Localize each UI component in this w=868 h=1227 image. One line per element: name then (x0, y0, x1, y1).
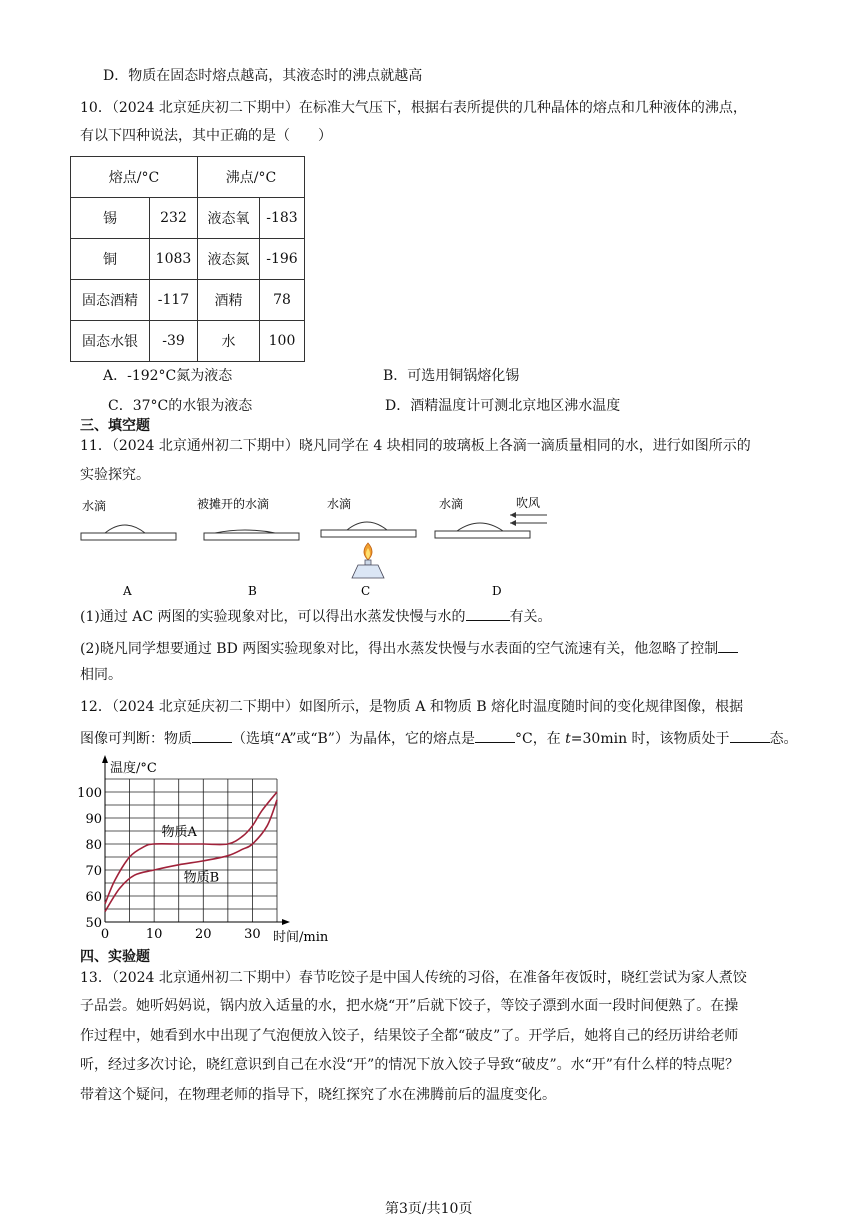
x-axis-label: 时间/min (273, 930, 329, 945)
q13-line: 13．（2024 北京通州初二下期中）春节吃饺子是中国人传统的习俗，在准备年夜饭时，晓红尝试为家人煮饺 (80, 970, 747, 986)
section-title-fill-in: 三、填空题 (80, 418, 150, 434)
table-cell: 铜 (71, 239, 150, 280)
x-tick-label: 20 (195, 927, 212, 942)
glass-plate-c (321, 530, 416, 537)
y-tick-label: 90 (85, 812, 102, 827)
q10-option-c: C．37°C的水银为液态 (108, 398, 253, 414)
table-cell: -117 (150, 280, 198, 321)
y-tick-label: 50 (85, 916, 102, 931)
table-cell: 酒精 (198, 280, 260, 321)
y-axis-arrow (102, 755, 108, 763)
q9-option-d: D．物质在固态时熔点越高，其液态时的沸点就越高 (103, 68, 423, 84)
table-cell: 232 (150, 198, 198, 239)
q13-line: 子品尝。她听妈妈说，锅内放入适量的水，把水烧“开”后就下饺子，等饺子漂到水面一段时间便熟了。在操 (80, 998, 739, 1014)
series-label-b: 物质B (183, 870, 220, 886)
label-b: B (248, 584, 257, 598)
table-row (71, 198, 305, 239)
alcohol-lamp-icon (352, 543, 384, 578)
section-title-experiment: 四、实验题 (80, 949, 150, 965)
y-axis-label: 温度/°C (110, 761, 157, 776)
q10-option-b: B．可选用铜锅熔化锡 (383, 368, 520, 384)
table-header-melting-point: 熔点/°C (71, 157, 198, 198)
answer-blank[interactable] (718, 638, 738, 653)
q13-line: 带着这个疑问，在物理老师的指导下，晓红探究了水在沸腾前后的温度变化。 (80, 1087, 556, 1103)
q12-text: 态。 (769, 731, 798, 747)
answer-blank[interactable] (475, 728, 515, 743)
y-tick-label: 60 (85, 890, 102, 905)
table-cell: -39 (150, 321, 198, 362)
table-cell: -183 (260, 198, 305, 239)
x-axis-arrow (282, 919, 290, 925)
answer-blank[interactable] (192, 728, 232, 743)
label-water-drop-c: 水滴 (327, 497, 352, 511)
table-cell: 水 (198, 321, 260, 362)
water-drop-a (105, 525, 145, 533)
water-drop-c (347, 522, 387, 530)
table-cell: 液态氮 (198, 239, 260, 280)
table-header-boiling-point: 沸点/°C (198, 157, 305, 198)
q11-sub1-prefix: (1)通过 AC 两图的实验现象对比，可以得出水蒸发快慢与水的 (80, 609, 466, 625)
series-label-a: 物质A (161, 825, 197, 841)
label-c: C (361, 584, 371, 598)
q12-text: 图像可判断：物质 (80, 731, 192, 747)
y-tick-label: 80 (85, 838, 102, 853)
q11-sub1 (80, 606, 552, 627)
answer-blank[interactable] (466, 606, 510, 621)
q11-sub2-text: (2)晓凡同学想要通过 BD 两图实验现象对比，得出水蒸发快慢与水表面的空气流速有关，他忽略了控制 (80, 641, 719, 657)
melting-boiling-table (70, 156, 305, 362)
q12-stem-line2 (80, 728, 798, 749)
wind-arrows-icon (510, 512, 547, 526)
page-footer: 第3页/共10页 (385, 1201, 473, 1217)
table-cell: 固态酒精 (71, 280, 150, 321)
q12-text: =30min 时，该物质处于 (570, 731, 730, 747)
q11-stem-line2: 实验探究。 (80, 467, 150, 483)
q13-line: 作过程中，她看到水中出现了气泡便放入饺子，结果饺子全都“破皮”了。开学后，她将自己的经历讲给老师 (80, 1028, 739, 1044)
water-drop-d (457, 523, 503, 531)
table-cell: 液态氧 (198, 198, 260, 239)
glass-plate-d (435, 531, 530, 538)
series-line-a (105, 792, 277, 904)
label-a: A (123, 584, 132, 598)
q12-variable-t: t (565, 731, 571, 747)
label-water-drop-a: 水滴 (82, 499, 107, 513)
q11-sub2-line2: 相同。 (80, 667, 122, 683)
label-blow: 吹风 (516, 496, 541, 510)
glass-plate-a (81, 533, 176, 540)
q10-stem-line2: 有以下四种说法，其中正确的是（ ） (80, 128, 332, 144)
q12-text: °C，在 (514, 731, 566, 747)
x-tick-label: 30 (244, 927, 261, 942)
x-tick-label: 0 (100, 927, 110, 942)
table-cell: -196 (260, 239, 305, 280)
table-cell: 固态水银 (71, 321, 150, 362)
table-row (71, 321, 305, 362)
label-spread-drop-b: 被摊开的水滴 (197, 497, 270, 511)
q11-sub1-suffix: 有关。 (509, 609, 552, 625)
q12-stem-line1: 12．（2024 北京延庆初二下期中）如图所示，是物质 A 和物质 B 熔化时温度随时间的变化规律图像，根据 (80, 699, 744, 715)
table-cell: 1083 (150, 239, 198, 280)
label-water-drop-d: 水滴 (439, 497, 464, 511)
table-cell: 锡 (71, 198, 150, 239)
q10-option-d: D．酒精温度计可测北京地区沸水温度 (385, 398, 621, 414)
q10-option-a: A．-192°C氮为液态 (103, 368, 233, 384)
answer-blank[interactable] (730, 728, 770, 743)
q10-stem-line1: 10．（2024 北京延庆初二下期中）在标准大气压下，根据右表所提供的几种晶体的熔点和几种液体的沸点， (80, 100, 747, 116)
melting-curve-chart (70, 752, 360, 952)
y-tick-label: 100 (77, 786, 102, 801)
table-cell: 78 (260, 280, 305, 321)
y-tick-label: 70 (85, 864, 102, 879)
evaporation-experiment-figure (75, 490, 555, 600)
table-row (71, 280, 305, 321)
label-d: D (492, 584, 502, 598)
q13-line: 听，经过多次讨论，晓红意识到自己在水没“开”的情况下放入饺子导致“破皮”。水“开”有什么样的特点呢？ (80, 1057, 739, 1073)
glass-plate-b (204, 533, 299, 540)
table-cell: 100 (260, 321, 305, 362)
q11-stem-line1: 11．（2024 北京通州初二下期中）晓凡同学在 4 块相同的玻璃板上各滴一滴质量相同的水，进行如图所示的 (80, 438, 751, 454)
q12-text: （选填“A”或“B”）为晶体，它的熔点是 (232, 731, 475, 747)
table-row (71, 239, 305, 280)
q11-sub2-line1 (80, 638, 738, 659)
x-tick-label: 10 (145, 927, 163, 942)
